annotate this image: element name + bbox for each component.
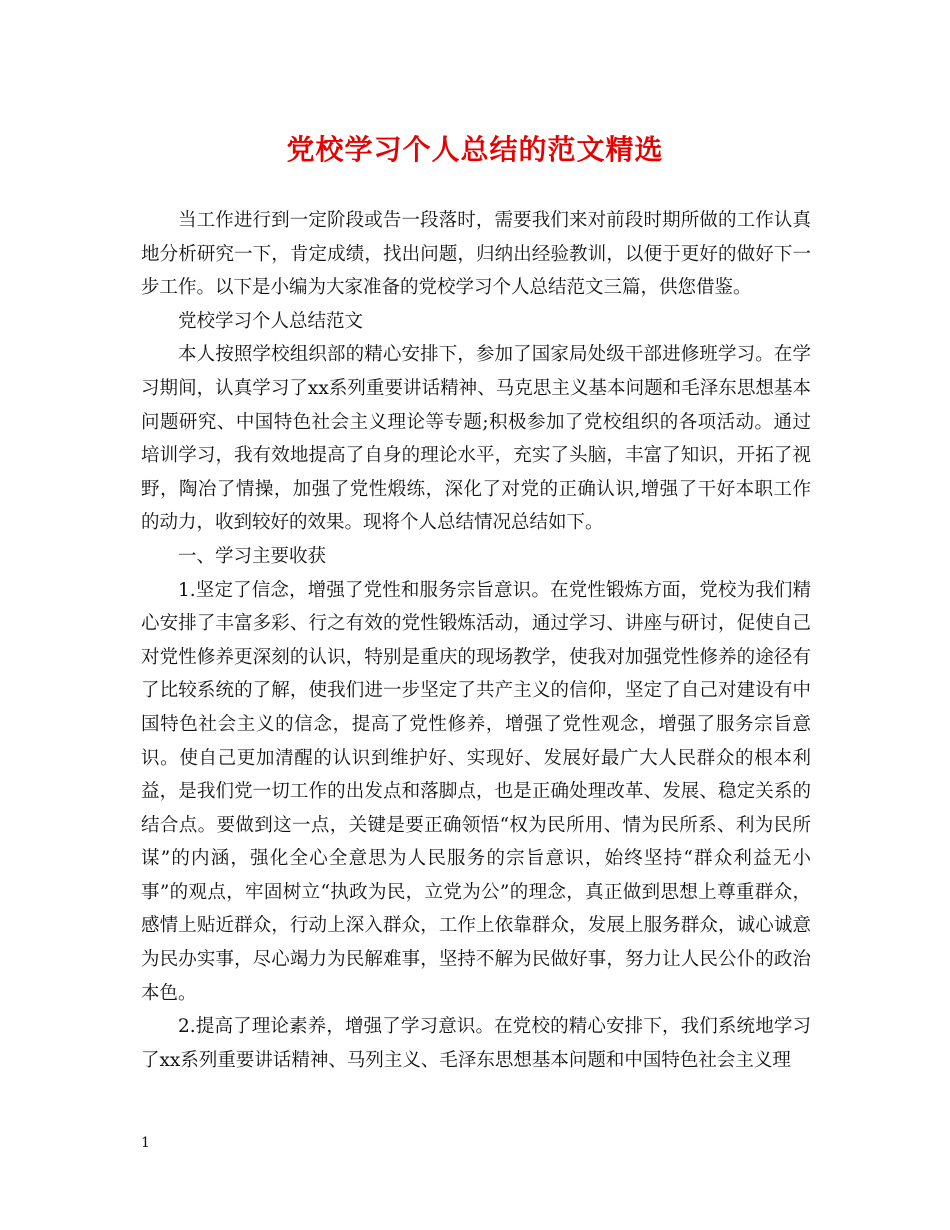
document-body [141,204,811,1077]
paragraph-overview: 本人按照学校组织部的精心安排下，参加了国家局处级干部进修班学习。在学习期间，认真学习了xx系列重要讲话精神、马克思主义基本问题和毛泽东思想基本问题研究、中国特色社会主义理论等专题;积极参加了党校组织的各项活动。通过培训学习，我有效地提高了自身的理论水平，充实了头脑，丰富了知识，开拓了视野，陶冶了情操，加强了党性煅练，深化了对党的正确认识,增强了干好本职工作的动力，收到较好的效果。现将个人总结情况总结如下。 [141,344,811,534]
paragraph-subtitle: 党校学习个人总结范文 [178,310,364,332]
paragraph-point-1: 1.坚定了信念，增强了党性和服务宗旨意识。在党性锻炼方面，党校为我们精心安排了丰富多彩、行之有效的党性锻炼活动，通过学习、讲座与研讨，促使自己对党性修养更深刻的认识，特别是重庆的现场教学，使我对加强党性修养的途径有了比较系统的了解，使我们进一步坚定了共产主义的信仰，坚定了自己对建设有中国特色社会主义的信念，提高了党性修养，增强了党性观念，增强了服务宗旨意识。使自己更加清醒的认识到维护好、实现好、发展好最广大人民群众的根本利益，是我们党一切工作的出发点和落脚点，也是正确处理改革、发展、稳定关系的结合点。要做到这一点，关键是要正确领悟“权为民所用、情为民所系、利为民所谋”的内涵，强化全心全意思为人民服务的宗旨意识，始终坚持“群众利益无小事”的观点，牢固树立“执政为民，立党为公”的理念，真正做到思想上尊重群众，感情上贴近群众，行动上深入群众，工作上依靠群众，发展上服务群众，诚心诚意为民办实事，尽心竭力为民解难事，坚持不解为民做好事，努力让人民公仆的政治本色。 [141,579,811,1004]
section-heading: 一、学习主要收获 [178,545,327,567]
page-number: 1 [141,1135,150,1151]
document-title: 党校学习个人总结的范文精选 [286,133,664,166]
paragraph-point-2: 2.提高了理论素养，增强了学习意识。在党校的精心安排下，我们系统地学习了xx系列重要讲话精神、马列主义、毛泽东思想基本问题和中国特色社会主义理 [141,1016,811,1071]
paragraph-intro: 当工作进行到一定阶段或告一段落时，需要我们来对前段时期所做的工作认真地分析研究一下，肯定成绩，找出问题，归纳出经验教训，以便于更好的做好下一步工作。以下是小编为大家准备的党校学习个人总结范文三篇，供您借鉴。 [141,210,811,299]
